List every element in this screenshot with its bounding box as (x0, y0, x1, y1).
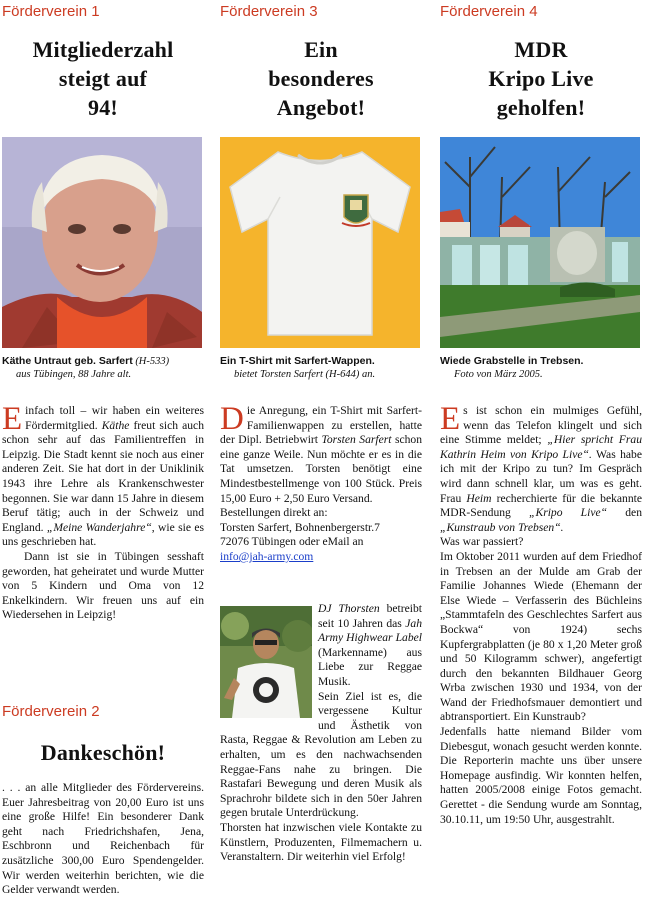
photo-caption: Ein T-Shirt mit Sarfert-Wappen. bietet Torsten Sarfert (H-644) an. (220, 355, 376, 380)
headline-2: Dankeschön! (40, 740, 166, 765)
column-foerderverein-4 (440, 0, 642, 920)
drop-cap: E (440, 401, 461, 437)
tshirt-photo (220, 137, 420, 348)
dj-article: DJ Thorsten betreibt seit 10 Jahren das Jah Army Highwear Label (Markenname) aus Liebe zur Reggae Musik. Sein Ziel ist es, die vergessene Kultur und Ästhetik von Rasta, Reggae & Revolution am Leben zu erhalten, um es den nachwachsenden Reggae-Fans nahe zu bringen. Die Rastafari Bewegung und deren Musik als Sprachrohr bildete sich in den 50er Jahren gegen brutale Unterdrückung. Thorsten hat inzwischen viele Kontakte zu Künstlern, Produzenten, Filmemachern u. Veranstaltern. Dir weiterhin viel Erfolg! (220, 602, 422, 864)
headline: Ein besonderes Angebot! (268, 37, 374, 120)
email-link[interactable]: info@jah-army.com (220, 549, 314, 563)
section-rubric: Förderverein 1 (2, 3, 100, 20)
article-body: Die Anregung, ein T-Shirt mit Sarfert-Familienwappen zu erstellen, hatte der Dipl. Betriebwirt Torsten Sarfert schon eine ganze Weile. Nun möchte er es in die Tat umsetzen. Torsten benötigt eine Mindestbestellmenge von 100 Stück. Preis 15,00 Euro + 2,50 Euro Versand. Bestellungen direkt an: Torsten Sarfert, Bohnenbergerstr.7 72076 Tübingen oder eMail an info@jah-army.com (220, 401, 422, 563)
drop-cap: D (220, 401, 244, 437)
article-body: Einfach toll – wir haben ein weiteres Fördermitglied. Käthe freut sich auch schon sehr auf das Familientreffen in Leipzig. Die Stadt kennt sie noch aus einer anderen Zeit. Sie hat dort in der Uniklinik 1943 ihre Lehre als Krankenschwester begonnen. Sie war dann 15 Jahre in diesem Beruf tätig; auch in der Schweiz und England. „Meine Wanderjahre“, wie sie es uns geschrieben hat. Dann ist sie in Tübingen sesshaft geworden, hat geheiratet und wurde Mutter von 5 Kindern und Oma von 12 Enkelkindern. Wir freuen uns auf ein Wiedersehen in Leipzig! (2, 401, 205, 622)
article-body-2: . . . an alle Mitglieder des Fördervereins. Euer Jahresbeitrag von 20,00 Euro ist uns eine große Hilfe! Ein besonderer Dank geht nach Friedrichshafen, Jena, Eschbronn und Reichenbach für zusätzliche 300,00 Euro Spendengelder. Wir werden weiterhin berichten, wie die Gelder verwandt werden. (2, 781, 204, 897)
section-rubric-2: Förderverein 2 (2, 703, 100, 720)
headline: Mitgliederzahl steigt auf 94! (32, 37, 174, 120)
cemetery-photo (440, 137, 640, 348)
photo-caption: Käthe Untraut geb. Sarfert (H-533) aus Tübingen, 88 Jahre alt. (2, 355, 170, 380)
section-rubric: Förderverein 4 (440, 3, 538, 20)
column-foerderverein-3 (220, 0, 422, 920)
column-foerderverein-1 (2, 0, 204, 920)
dj-photo (220, 606, 312, 718)
photo-caption: Wiede Grabstelle in Trebsen. Foto von März 2005. (440, 355, 584, 380)
headline: MDR Kripo Live geholfen! (488, 37, 594, 120)
drop-cap: E (2, 401, 23, 437)
portrait-photo (2, 137, 202, 348)
article-body: Es ist schon ein mulmiges Gefühl, wenn das Telefon klingelt und sich eine Stimme meldet; „Hier spricht Frau Kathrin Heim von Kripo Live“. Was habe ich mit der Kripo zu tun? Im Gespräch wird dann schnell klar, um was es geht. Frau Heim recherchierte für die bekannte MDR-Sendung „Kripo Live“ den „Kunstraub von Trebsen“. Was war passiert? Im Oktober 2011 wurden auf dem Friedhof in Trebsen an der Mulde am Grab der Familie Johannes Wiede (Ehemann der Else Wiede – Verfasserin des Büchleins „Stammtafeln des Geschlechtes Sarfert aus Bockwa“ von 1924) sechs Kupfergrabplatten (je 80 x 1,20 Meter groß und 50 Kilogramm schwer), angefertigt durch den bekannten Bildhauer Georg Wrba zwischen 1930 und 1934, von der Wand der Friedhofsmauer demontiert und abtransportiert. Ein Kunstraub? Jedenfalls hatte niemand Bilder vom Diebesgut, wonach gesucht werden konnte. Die Reporterin machte uns über unsere Homepage ausfindig. Wir konnten helfen, hatten 2005/2008 einige Fotos gemacht. Gerettet - die Sendung wurde am Sonntag, 30.10.11, um 19:50 Uhr, ausgestrahlt. (440, 401, 642, 826)
section-rubric: Förderverein 3 (220, 3, 318, 20)
